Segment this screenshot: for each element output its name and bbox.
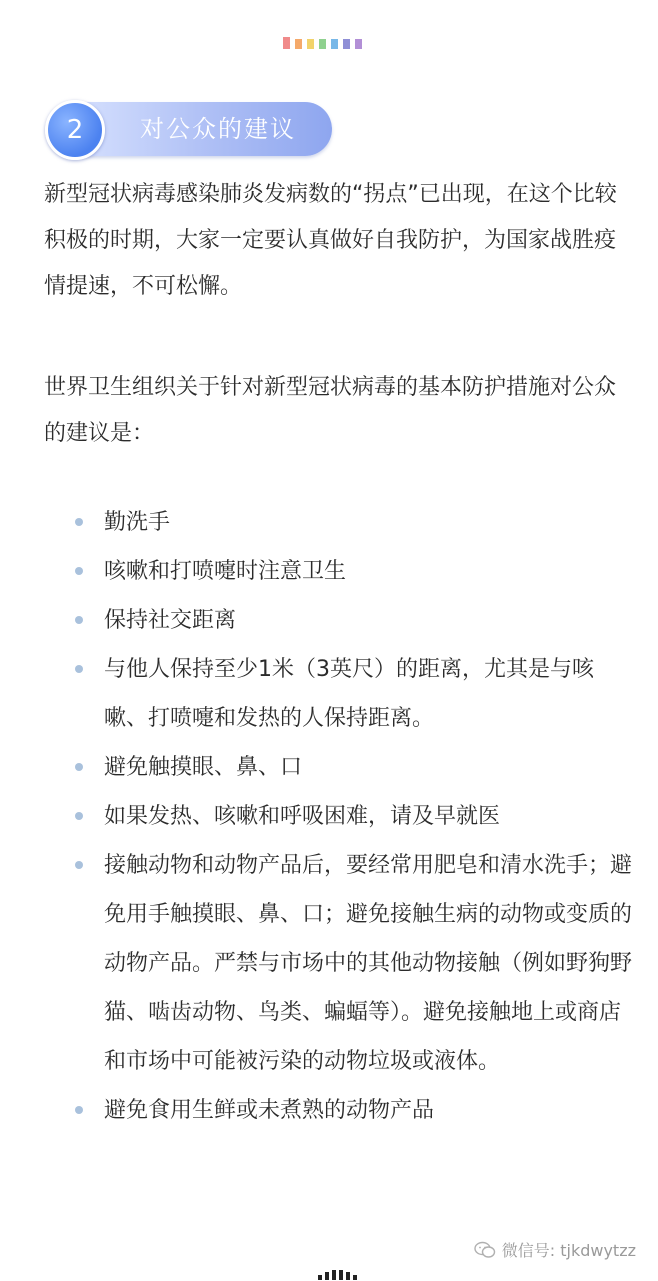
deco-bar: [283, 37, 290, 49]
deco-bar: [307, 39, 314, 49]
bullet-dot-icon: [75, 665, 83, 673]
intro-paragraph: 新型冠状病毒感染肺炎发病数的“拐点”已出现，在这个比较积极的时期，大家一定要认真做好自我防护，为国家战胜疫情提速，不可松懈。: [44, 182, 617, 299]
bullet-dot-icon: [75, 763, 83, 771]
deco-bar: [325, 1272, 329, 1280]
list-item-text: 接触动物和动物产品后，要经常用肥皂和清水洗手；避免用手触摸眼、鼻、口；避免接触生病的动物或变质的动物产品。严禁与市场中的其他动物接触（例如野狗野猫、啮齿动物、鸟类、蝙蝠等）。避免接触地上或商店和市场中可能被污染的动物垃圾或液体。: [104, 853, 633, 1074]
deco-bar: [295, 39, 302, 49]
deco-bar: [331, 39, 338, 49]
section-header: [45, 100, 332, 158]
list-item-text: 咳嗽和打喷嚏时注意卫生: [104, 559, 347, 584]
advice-list: [0, 498, 658, 1135]
wechat-id: 微信号: tjkdwytzz: [501, 1241, 636, 1260]
list-item: [0, 792, 658, 841]
list-item: [0, 743, 658, 792]
list-item: [0, 498, 658, 547]
list-item-text: 勤洗手: [104, 510, 171, 535]
deco-bar: [353, 1275, 357, 1280]
bottom-decoration: [318, 1270, 357, 1280]
section-title: 对公众的建议: [140, 115, 296, 143]
wechat-icon: [474, 1241, 496, 1259]
list-item-text: 保持社交距离: [104, 608, 237, 633]
section-number-badge: 2: [45, 100, 105, 160]
deco-bar: [343, 39, 350, 49]
list-item: [0, 1086, 658, 1135]
list-item: [0, 596, 658, 645]
list-item-text: 避免食用生鲜或未煮熟的动物产品: [104, 1098, 435, 1123]
wechat-watermark: [474, 1238, 636, 1261]
bullet-dot-icon: [75, 1106, 83, 1114]
bullet-dot-icon: [75, 616, 83, 624]
list-item-text: 与他人保持至少1米（3英尺）的距离，尤其是与咳嗽、打喷嚏和发热的人保持距离。: [104, 657, 594, 731]
deco-bar: [346, 1272, 350, 1280]
deco-bar: [332, 1270, 336, 1280]
bullet-dot-icon: [75, 861, 83, 869]
list-item: [0, 547, 658, 596]
list-item: [0, 645, 658, 743]
bullet-dot-icon: [75, 518, 83, 526]
list-item-text: 如果发热、咳嗽和呼吸困难，请及早就医: [104, 804, 501, 829]
deco-bar: [339, 1270, 343, 1280]
list-item-text: 避免触摸眼、鼻、口: [104, 755, 303, 780]
deco-bar: [319, 39, 326, 49]
deco-bar: [318, 1275, 322, 1280]
who-paragraph: 世界卫生组织关于针对新型冠状病毒的基本防护措施对公众的建议是：: [44, 375, 617, 446]
bullet-dot-icon: [75, 567, 83, 575]
bullet-dot-icon: [75, 812, 83, 820]
top-decoration: [283, 37, 362, 49]
deco-bar: [355, 39, 362, 49]
list-item: [0, 841, 658, 1086]
